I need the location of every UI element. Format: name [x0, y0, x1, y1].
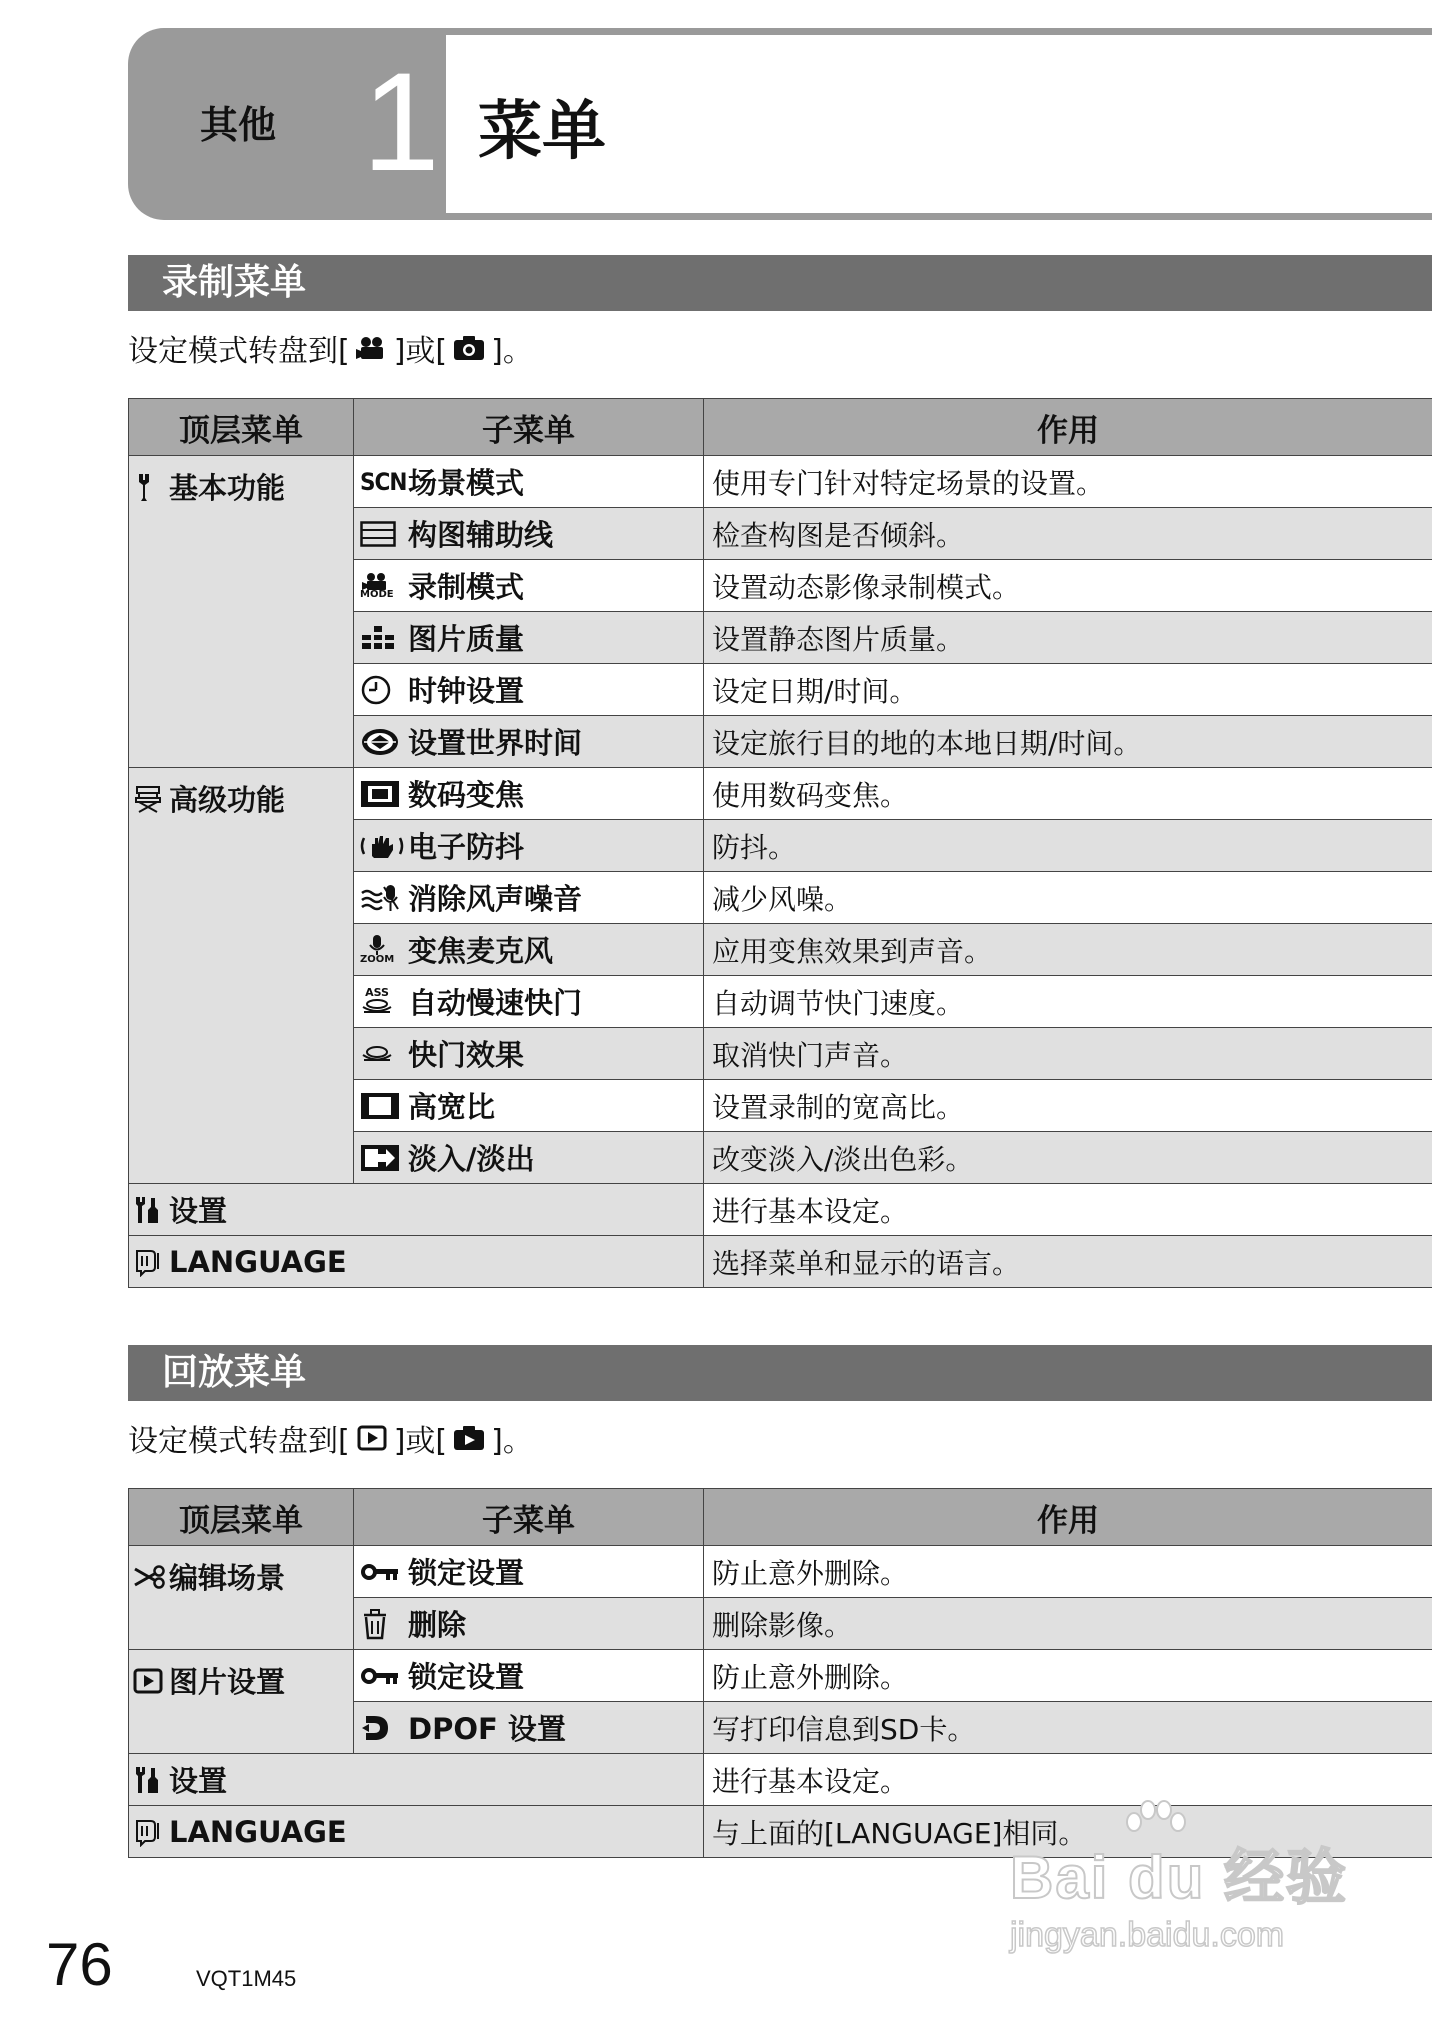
submenu-image-stabilizer: 电子防抖 — [354, 820, 704, 872]
playback-icon — [133, 1664, 169, 1698]
movie-camera-icon — [350, 332, 394, 364]
table-header-row — [129, 399, 1432, 456]
effect-text: 写打印信息到SD卡。 — [704, 1702, 1432, 1754]
effect-text: 使用专门针对特定场景的设置。 — [704, 456, 1432, 508]
effect-text: 设置动态影像录制模式。 — [704, 560, 1432, 612]
dpof-icon — [360, 1711, 408, 1745]
submenu-delete: 删除 — [354, 1598, 704, 1650]
still-camera-icon — [447, 332, 491, 364]
movie-mode-icon: MODE — [360, 569, 408, 603]
effect-text: 应用变焦效果到声音。 — [704, 924, 1432, 976]
column-header: 作用 — [704, 1489, 1432, 1546]
playback-menu-heading: 回放菜单 — [128, 1345, 1432, 1401]
aspect-ratio-icon — [360, 1089, 408, 1123]
header-rule-bottom — [446, 213, 1432, 220]
table-row — [129, 1650, 1432, 1702]
lock-key-icon — [360, 1659, 408, 1693]
trash-icon — [360, 1607, 408, 1641]
effect-text: 删除影像。 — [704, 1598, 1432, 1650]
submenu-rec-mode: MODE 录制模式 — [354, 560, 704, 612]
setup-tools-icon — [133, 1193, 169, 1227]
fade-icon — [360, 1141, 408, 1175]
submenu-fade: 淡入/淡出 — [354, 1132, 704, 1184]
wrench-icon — [133, 470, 169, 504]
page-title: 菜单 — [478, 95, 606, 169]
submenu-lock-set: 锁定设置 — [354, 1546, 704, 1598]
submenu-zoom-mic: ZOOM 变焦麦克风 — [354, 924, 704, 976]
submenu-wind-cut: 消除风声噪音 — [354, 872, 704, 924]
effect-text: 设定旅行目的地的本地日期/时间。 — [704, 716, 1432, 768]
submenu-auto-slow-shutter: ASS 自动慢速快门 — [354, 976, 704, 1028]
watermark-brand: Bai du 经验 — [1010, 1844, 1349, 1911]
grid-guideline-icon — [360, 517, 408, 551]
page-number: 76 — [46, 1931, 113, 1998]
playback-mode-icon — [350, 1422, 394, 1454]
record-menu-table — [128, 398, 1432, 1288]
top-menu-setup: 设置 — [129, 1754, 704, 1806]
submenu-shutter-effect: 快门效果 — [354, 1028, 704, 1080]
effect-text: 设定日期/时间。 — [704, 664, 1432, 716]
table-row — [129, 1754, 1432, 1806]
chapter-category: 其他 — [200, 103, 277, 147]
watermark — [1010, 1800, 1370, 1980]
column-header: 作用 — [704, 399, 1432, 456]
picture-playback-icon — [447, 1422, 491, 1454]
top-menu-language: LANGUAGE — [129, 1236, 704, 1288]
language-icon — [133, 1815, 169, 1849]
world-time-icon — [360, 725, 408, 759]
chapter-header — [128, 28, 1432, 220]
effect-text: 选择菜单和显示的语言。 — [704, 1236, 1432, 1288]
digital-zoom-icon — [360, 777, 408, 811]
top-menu-basic: 基本功能 — [129, 456, 354, 768]
picture-quality-icon — [360, 621, 408, 655]
top-menu-picture-setup: 图片设置 — [129, 1650, 354, 1754]
table-header-row — [129, 1489, 1432, 1546]
record-menu-heading: 录制菜单 — [128, 255, 1432, 311]
effect-text: 取消快门声音。 — [704, 1028, 1432, 1080]
effect-text: 设置录制的宽高比。 — [704, 1080, 1432, 1132]
scn-icon: SCN — [360, 467, 407, 496]
language-icon — [133, 1245, 169, 1279]
scissors-icon — [133, 1560, 169, 1594]
submenu-dpof-set: DPOF 设置 — [354, 1702, 704, 1754]
effect-text: 减少风噪。 — [704, 872, 1432, 924]
column-header: 子菜单 — [354, 399, 704, 456]
table-row — [129, 456, 1432, 508]
clock-icon — [360, 673, 408, 707]
record-menu-intro: 设定模式转盘到[ ]或[ ]。 — [128, 334, 533, 369]
submenu-lock-set: 锁定设置 — [354, 1650, 704, 1702]
stabilizer-icon — [360, 829, 408, 863]
submenu-picture-quality: 图片质量 — [354, 612, 704, 664]
submenu-digital-zoom: 数码变焦 — [354, 768, 704, 820]
column-header: 顶层菜单 — [129, 1489, 354, 1546]
submenu-guide-lines: 构图辅助线 — [354, 508, 704, 560]
shutter-effect-icon — [360, 1037, 408, 1071]
top-menu-setup: 设置 — [129, 1184, 704, 1236]
effect-text: 自动调节快门速度。 — [704, 976, 1432, 1028]
effect-text: 检查构图是否倾斜。 — [704, 508, 1432, 560]
chapter-number: 1 — [362, 43, 440, 200]
watermark-url: jingyan.baidu.com — [1010, 1916, 1285, 1954]
model-code: VQT1M45 — [196, 1966, 297, 1991]
wind-cut-icon — [360, 881, 408, 915]
effect-text: 改变淡入/淡出色彩。 — [704, 1132, 1432, 1184]
table-row — [129, 1236, 1432, 1288]
auto-slow-shutter-icon: ASS — [360, 985, 408, 1019]
effect-text: 设置静态图片质量。 — [704, 612, 1432, 664]
table-row — [129, 1546, 1432, 1598]
submenu-world-time: 设置世界时间 — [354, 716, 704, 768]
setup-tools-icon — [133, 1763, 169, 1797]
table-row — [129, 768, 1432, 820]
top-menu-advanced: 高级功能 — [129, 768, 354, 1184]
submenu-clock-set: 时钟设置 — [354, 664, 704, 716]
effect-text: 进行基本设定。 — [704, 1754, 1432, 1806]
top-menu-language: LANGUAGE — [129, 1806, 704, 1858]
effect-text: 与上面的[LANGUAGE]相同。 — [704, 1806, 1432, 1858]
playback-menu-intro: 设定模式转盘到[ ]或[ ]。 — [128, 1424, 533, 1459]
lock-key-icon — [360, 1555, 408, 1589]
submenu-scene-mode: SCN 场景模式 — [354, 456, 704, 508]
effect-text: 防抖。 — [704, 820, 1432, 872]
table-row — [129, 1184, 1432, 1236]
effect-text: 使用数码变焦。 — [704, 768, 1432, 820]
column-header: 顶层菜单 — [129, 399, 354, 456]
column-header: 子菜单 — [354, 1489, 704, 1546]
effect-text: 防止意外删除。 — [704, 1546, 1432, 1598]
zoom-mic-icon: ZOOM — [360, 933, 408, 967]
effect-text: 进行基本设定。 — [704, 1184, 1432, 1236]
director-chair-icon — [133, 782, 169, 816]
header-rule-top — [446, 28, 1432, 35]
effect-text: 防止意外删除。 — [704, 1650, 1432, 1702]
top-menu-scene-edit: 编辑场景 — [129, 1546, 354, 1650]
submenu-aspect-ratio: 高宽比 — [354, 1080, 704, 1132]
